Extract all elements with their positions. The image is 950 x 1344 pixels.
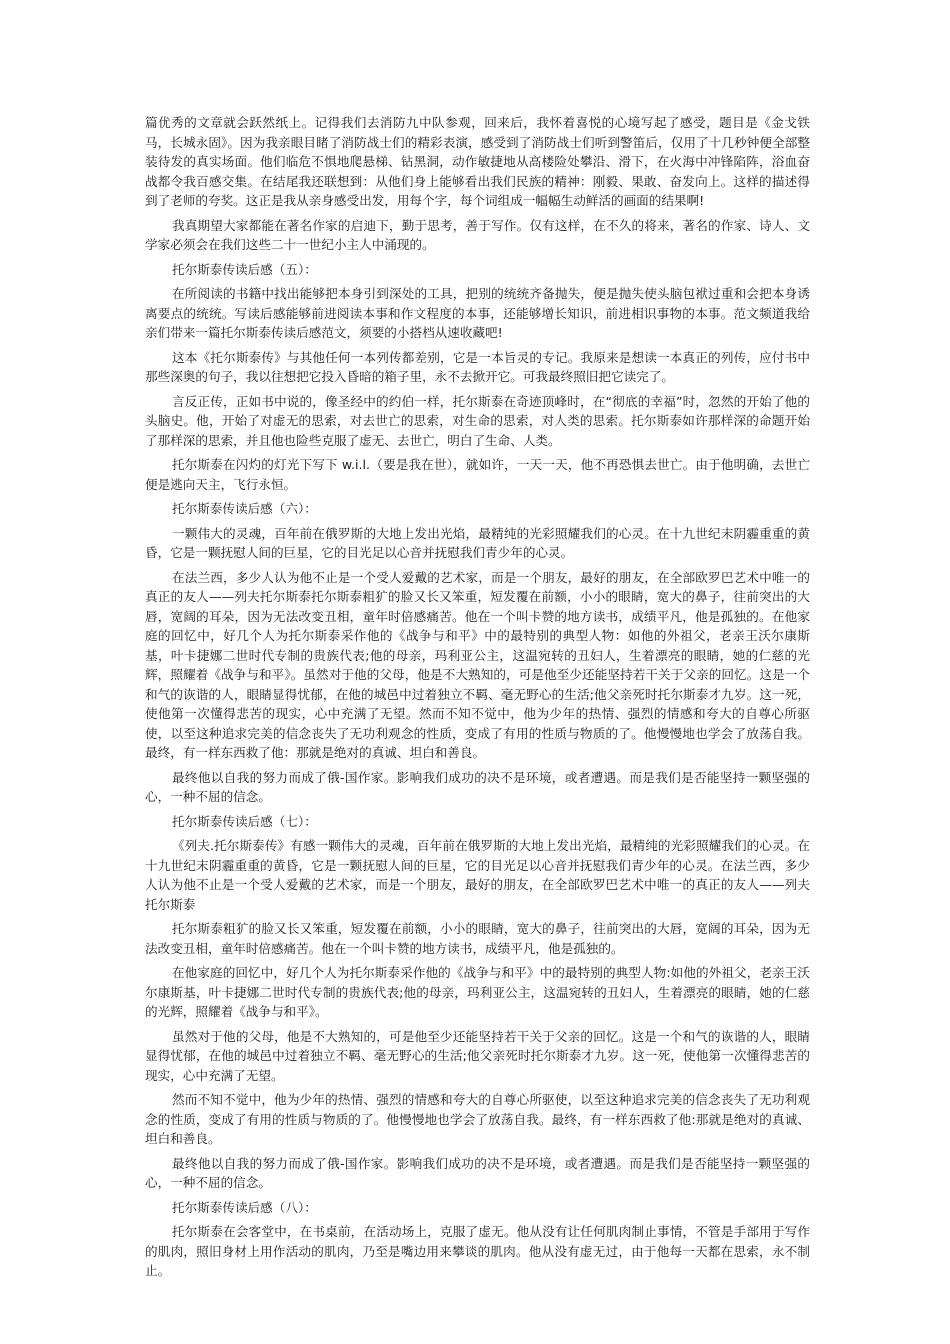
paragraph: 托尔斯泰在闪灼的灯光下写下 w.i.l.（要是我在世），就如许，一天一天，他不再恐惧去世亡。由于他明确，去世亡便是逃向天主，飞行永恒。 xyxy=(145,457,810,492)
paragraph: 言反正传，正如书中说的，像圣经中的约伯一样，托尔斯泰在奇迹顶峰时，在“彻底的幸福”时，忽然的开始了他的头脑史。他，开始了对虚无的思索，对去世亡的思索，对生命的思索，对人类的思索。托尔斯泰如许那样深的命题开始了那样深的思索，并且他也险些克服了虚无、去世亡，明白了生命、人类。 xyxy=(145,393,810,448)
paragraph: 这本《托尔斯泰传》与其他任何一本列传都差别，它是一本旨灵的专记。我原来是想读一本真正的列传，应付书中那些深奥的句子，我以往想把它投入昏暗的箱子里，永不去掀开它。可我最终照旧把它读完了。 xyxy=(145,349,810,384)
paragraph: 在法兰西，多少人认为他不止是一个受人爱戴的艺术家，而是一个朋友，最好的朋友，在全部欧罗巴艺术中唯一的真正的友人——列夫托尔斯泰托尔斯泰粗犷的脸又长又笨重，短发覆在前额，小小的眼睛，宽大的鼻子，往前突出的大唇，宽阔的耳朵，因为无法改变丑相，童年时倍感痛苦。他在一个叫卡赞的地方读书，成绩平凡，他是孤独的。在他家庭的回忆中，好几个人为托尔斯泰采作他的《战争与和平》中的最特别的典型人物：如他的外祖父，老亲王沃尔康斯基，叶卡捷娜二世时代专制的贵族代表;他的母亲，玛利亚公主，这温宛转的丑妇人，生着漂亮的眼睛，她的仁慈的光辉，照耀着《战争与和平》。虽然对于他的父母，他是不大熟知的，可是他至少还能坚持若干关于父亲的回忆。这是一个和气的诙谐的人，眼睛显得忧郁，在他的城邑中过着独立不羁、毫无野心的生活;他父亲死时托尔斯泰才九岁。这一死，使他第一次懂得悲苦的现实，心中充满了无望。然而不知不觉中，他为少年的热情、强烈的情感和夸大的自尊心所驱使，以至这种追求完美的信念丧失了无功利观念的性质，变成了有用的性质与物质的了。他慢慢地也学会了放荡自我。最终，有一样东西救了他：那就是绝对的真诚、坦白和善良。 xyxy=(145,569,810,760)
paragraph: 虽然对于他的父母，他是不大熟知的，可是他至少还能坚持若干关于父亲的回忆。这是一个和气的诙谐的人，眼睛显得忧郁，在他的城邑中过着独立不羁、毫无野心的生活;他父亲死时托尔斯泰才九岁。这一死，使他第一次懂得悲苦的现实，心中充满了无望。 xyxy=(145,1028,810,1083)
section-heading: 托尔斯泰传读后感（七）： xyxy=(172,813,317,829)
paragraph: 然而不知不觉中，他为少年的热情、强烈的情感和夸大的自尊心所驱使，以至这种追求完美的信念丧失了无功利观念的性质，变成了有用的性质与物质的了。他慢慢地也学会了放荡自我。最终，有一样东西救了他:那就是绝对的真诚、坦白和善良。 xyxy=(145,1092,810,1146)
paragraph: 《列夫.托尔斯泰传》有感一颗伟大的灵魂，百年前在俄罗斯的大地上发出光焰，最精纯的光彩照耀我们的心灵。在十九世纪末阴霾重重的黄昏，它是一颗抚慰人间的巨星，它的目光足以心音并抚慰我们青少年的心灵。在法兰西，多少人认为他不止是一个受人爱戴的艺术家，而是一个朋友，最好的朋友，在全部欧罗巴艺术中唯一的真正的友人——列夫托尔斯泰 xyxy=(145,838,810,912)
paragraph: 在他家庭的回忆中，好几个人为托尔斯泰采作他的《战争与和平》中的最特别的典型人物:如他的外祖父，老亲王沃尔康斯基，叶卡捷娜二世时代专制的贵族代表;他的母亲，玛利亚公主，这温宛转的丑妇人，生着漂亮的眼睛，她的仁慈的光辉，照耀着《战争与和平》。 xyxy=(145,965,810,1019)
section-heading: 托尔斯泰传读后感（五）： xyxy=(172,261,317,277)
paragraph: 托尔斯泰粗犷的脸又长又笨重，短发覆在前额，小小的眼睛，宽大的鼻子，往前突出的大唇，宽阔的耳朵，因为无法改变丑相，童年时倍感痛苦。他在一个叫卡赞的地方读书，成绩平凡，他是孤独的。 xyxy=(145,921,810,956)
section-heading: 托尔斯泰传读后感（六）： xyxy=(172,501,317,516)
paragraph: 托尔斯泰在会客堂中，在书桌前，在活动场上，克服了虚无。他从没有让任何肌肉制止事情，不管是手部用于写作的肌肉，照旧身材上用作活动的肌肉，乃至是嘴边用来攀谈的肌肉。他从没有虚无过，由于他每一天都在思索，永不制止。 xyxy=(145,1224,810,1278)
paragraph: 在所阅读的书籍中找出能够把本身引到深处的工具，把别的统统齐备抛失，便是抛失使头脑包袱过重和会把本身诱离要点的统统。写读后感能够前进阅读本事和作文程度的本事，还能够增长知识，前进相识事物的本事。范文频道我给亲们带来一篇托尔斯泰传读后感范文，须要的小搭档从速收藏吧! xyxy=(145,286,810,340)
paragraph: 我真期望大家都能在著名作家的启迪下，勤于思考，善于写作。仅有这样，在不久的将来，著名的作家、诗人、文学家必须会在我们这些二十一世纪小主人中涌现的。 xyxy=(145,217,810,252)
paragraph: 一颗伟大的灵魂，百年前在俄罗斯的大地上发出光焰，最精纯的光彩照耀我们的心灵。在十九世纪末阴霾重重的黄昏，它是一颗抚慰人间的巨星，它的目光足以心音并抚慰我们青少年的心灵。 xyxy=(145,525,810,560)
paragraph: 最终他以自我的努力而成了俄-国作家。影响我们成功的决不是环境，或者遭遇。而是我们是否能坚持一颗坚强的心，一种不屈的信念。 xyxy=(145,769,810,804)
paragraph: 最终他以自我的努力而成了俄-国作家。影响我们成功的决不是环境，或者遭遇。而是我们是否能坚持一颗坚强的心，一种不屈的信念。 xyxy=(145,1155,810,1190)
document-page xyxy=(145,113,810,1286)
section-heading: 托尔斯泰传读后感（八）： xyxy=(172,1199,317,1215)
paragraph: 篇优秀的文章就会跃然纸上。记得我们去消防九中队参观，回来后，我怀着喜悦的心境写起了感受，题目是《金戈铁马，长城永固》。因为我亲眼目睹了消防战士们的精彩表演，感受到了消防战士们听到警笛后，仅用了十几秒钟便全部整装待发的真实场面。他们临危不惧地爬悬梯、钻黑洞，动作敏捷地从高楼险处攀沿、滑下，在火海中冲锋陷阵，浴血奋战都令我百感交集。在结尾我还联想到：从他们身上能够看出我们民族的精神：刚毅、果敢、奋发向上。这样的描述得到了老师的夸奖。这正是我从亲身感受出发，用每个字，每个词组成一幅幅生动鲜活的画面的结果啊! xyxy=(145,115,810,208)
